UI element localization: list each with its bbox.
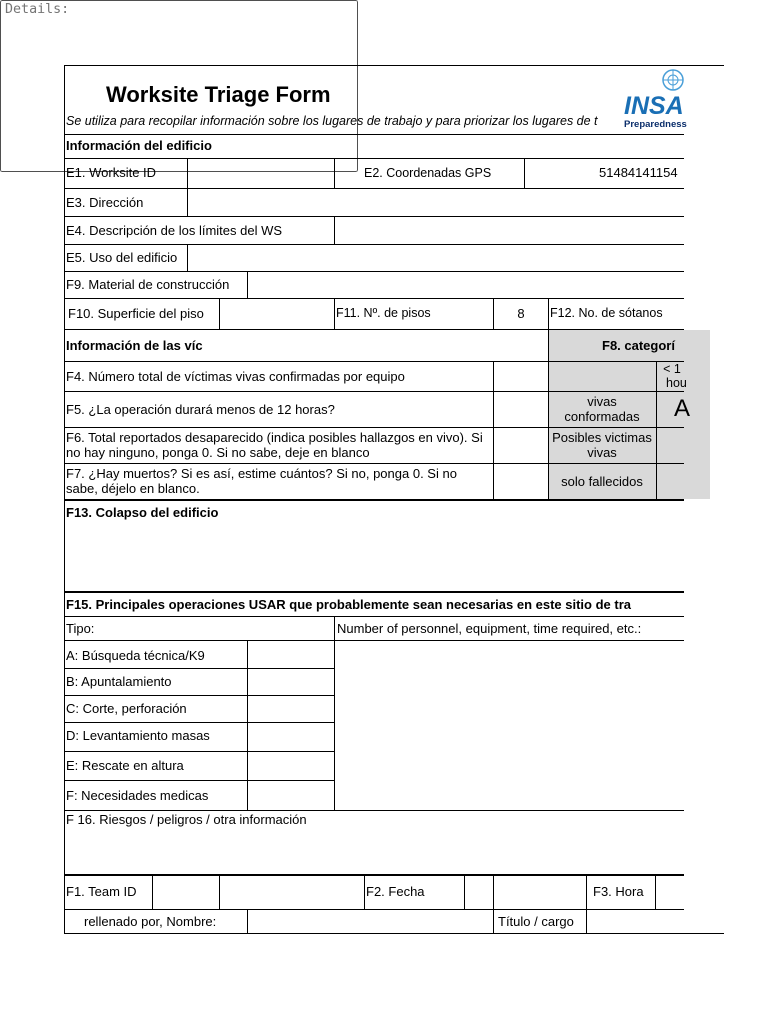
f5-category: vivas conformadas (564, 394, 640, 424)
operation-item-d: D: Levantamiento masas (66, 728, 210, 743)
operation-d-input[interactable] (249, 724, 333, 750)
operation-item-a: A: Búsqueda técnica/K9 (66, 648, 205, 663)
operation-item-c: C: Corte, perforación (66, 701, 187, 716)
operation-b-input[interactable] (249, 670, 333, 694)
worksite-id-input[interactable] (189, 160, 333, 187)
building-use-input[interactable] (189, 246, 684, 270)
f8-hours-bottom: hou (666, 376, 687, 390)
operation-item-f: F: Necesidades medicas (66, 788, 209, 803)
f8-title: F8. categorí (602, 338, 675, 353)
building-section-title: Información del edificio (66, 138, 212, 153)
f1-label: F1. Team ID (66, 884, 137, 899)
form-subtitle: Se utiliza para recopilar información sobre los lugares de trabajo y para priorizar los lugares de t (66, 114, 598, 128)
title-cargo-label: Título / cargo (498, 914, 574, 929)
e3-label: E3. Dirección (66, 195, 144, 210)
e1-label: E1. Worksite ID (66, 165, 157, 180)
f7-label: F7. ¿Hay muertos? Si es así, estime cuántos? Si no, ponga 0. Si no sabe, déjelo en blanco. (66, 466, 457, 496)
team-id-input[interactable] (154, 876, 218, 908)
tipo-label: Tipo: (66, 621, 95, 636)
operation-f-input[interactable] (249, 782, 333, 809)
construction-material-input[interactable] (249, 273, 684, 297)
f16-label: F 16. Riesgos / peligros / otra información (66, 812, 307, 827)
e5-label: E5. Uso del edificio (66, 250, 178, 265)
f13-label: F13. Colapso del edificio (66, 505, 219, 520)
missing-reported-input[interactable] (495, 429, 547, 462)
f3-label: F3. Hora (593, 884, 644, 899)
address-input[interactable] (189, 190, 684, 215)
floor-area-input[interactable] (221, 300, 333, 328)
boundary-description-input[interactable] (336, 218, 684, 243)
logo-text: INSA (624, 92, 684, 120)
floors-count-value[interactable]: 8 (517, 306, 525, 321)
personnel-label: Number of personnel, equipment, time required, etc.: (337, 621, 642, 636)
e2-label: E2. Coordenadas GPS (364, 166, 492, 180)
f10-label: F10. Superficie del piso (68, 306, 204, 321)
operation-e-input[interactable] (249, 753, 333, 779)
filled-by-label: rellenado por, Nombre: (84, 914, 217, 929)
title-cargo-input[interactable] (588, 911, 684, 932)
victims-section-title: Información de las víc (66, 338, 203, 353)
f8-hours-top: < 1 (663, 362, 681, 376)
f12-label: F12. No. de sótanos (550, 306, 663, 320)
e4-label: E4. Descripción de los límites del WS (66, 223, 283, 238)
logo-subtext: Preparedness (624, 119, 687, 130)
form-title: Worksite Triage Form (106, 82, 331, 107)
f5-label: F5. ¿La operación durará menos de 12 horas? (66, 402, 335, 417)
operation-item-b: B: Apuntalamiento (66, 674, 172, 689)
f5-category-letter: A (674, 395, 691, 422)
f15-label: F15. Principales operaciones USAR que probablemente sean necesarias en este sitio de tra (66, 597, 631, 612)
date-input[interactable] (495, 876, 585, 908)
operation-a-input[interactable] (249, 642, 333, 667)
f6-label: F6. Total reportados desaparecido (indica posibles hallazgos en vivo). Si no hay ninguno, ponga 0. Si no sabe, deje en blanco (66, 430, 483, 460)
gps-coordinates-value[interactable]: 51484141154 (599, 165, 678, 180)
operation-c-input[interactable] (249, 697, 333, 721)
f9-label: F9. Material de construcción (66, 277, 230, 292)
f7-category: solo fallecidos (561, 474, 643, 489)
f6-category: Posibles victimas vivas (552, 430, 652, 460)
deceased-count-input[interactable] (495, 465, 547, 498)
time-input[interactable] (657, 876, 684, 908)
under-12-hours-input[interactable] (495, 393, 547, 426)
operation-item-e: E: Rescate en altura (66, 758, 184, 773)
filled-by-name-input[interactable] (249, 911, 492, 932)
f11-label: F11. Nº. de pisos (336, 306, 431, 320)
f2-label: F2. Fecha (366, 884, 425, 899)
f4-label: F4. Número total de víctimas vivas confirmadas por equipo (66, 369, 405, 384)
confirmed-victims-input[interactable] (495, 363, 547, 390)
